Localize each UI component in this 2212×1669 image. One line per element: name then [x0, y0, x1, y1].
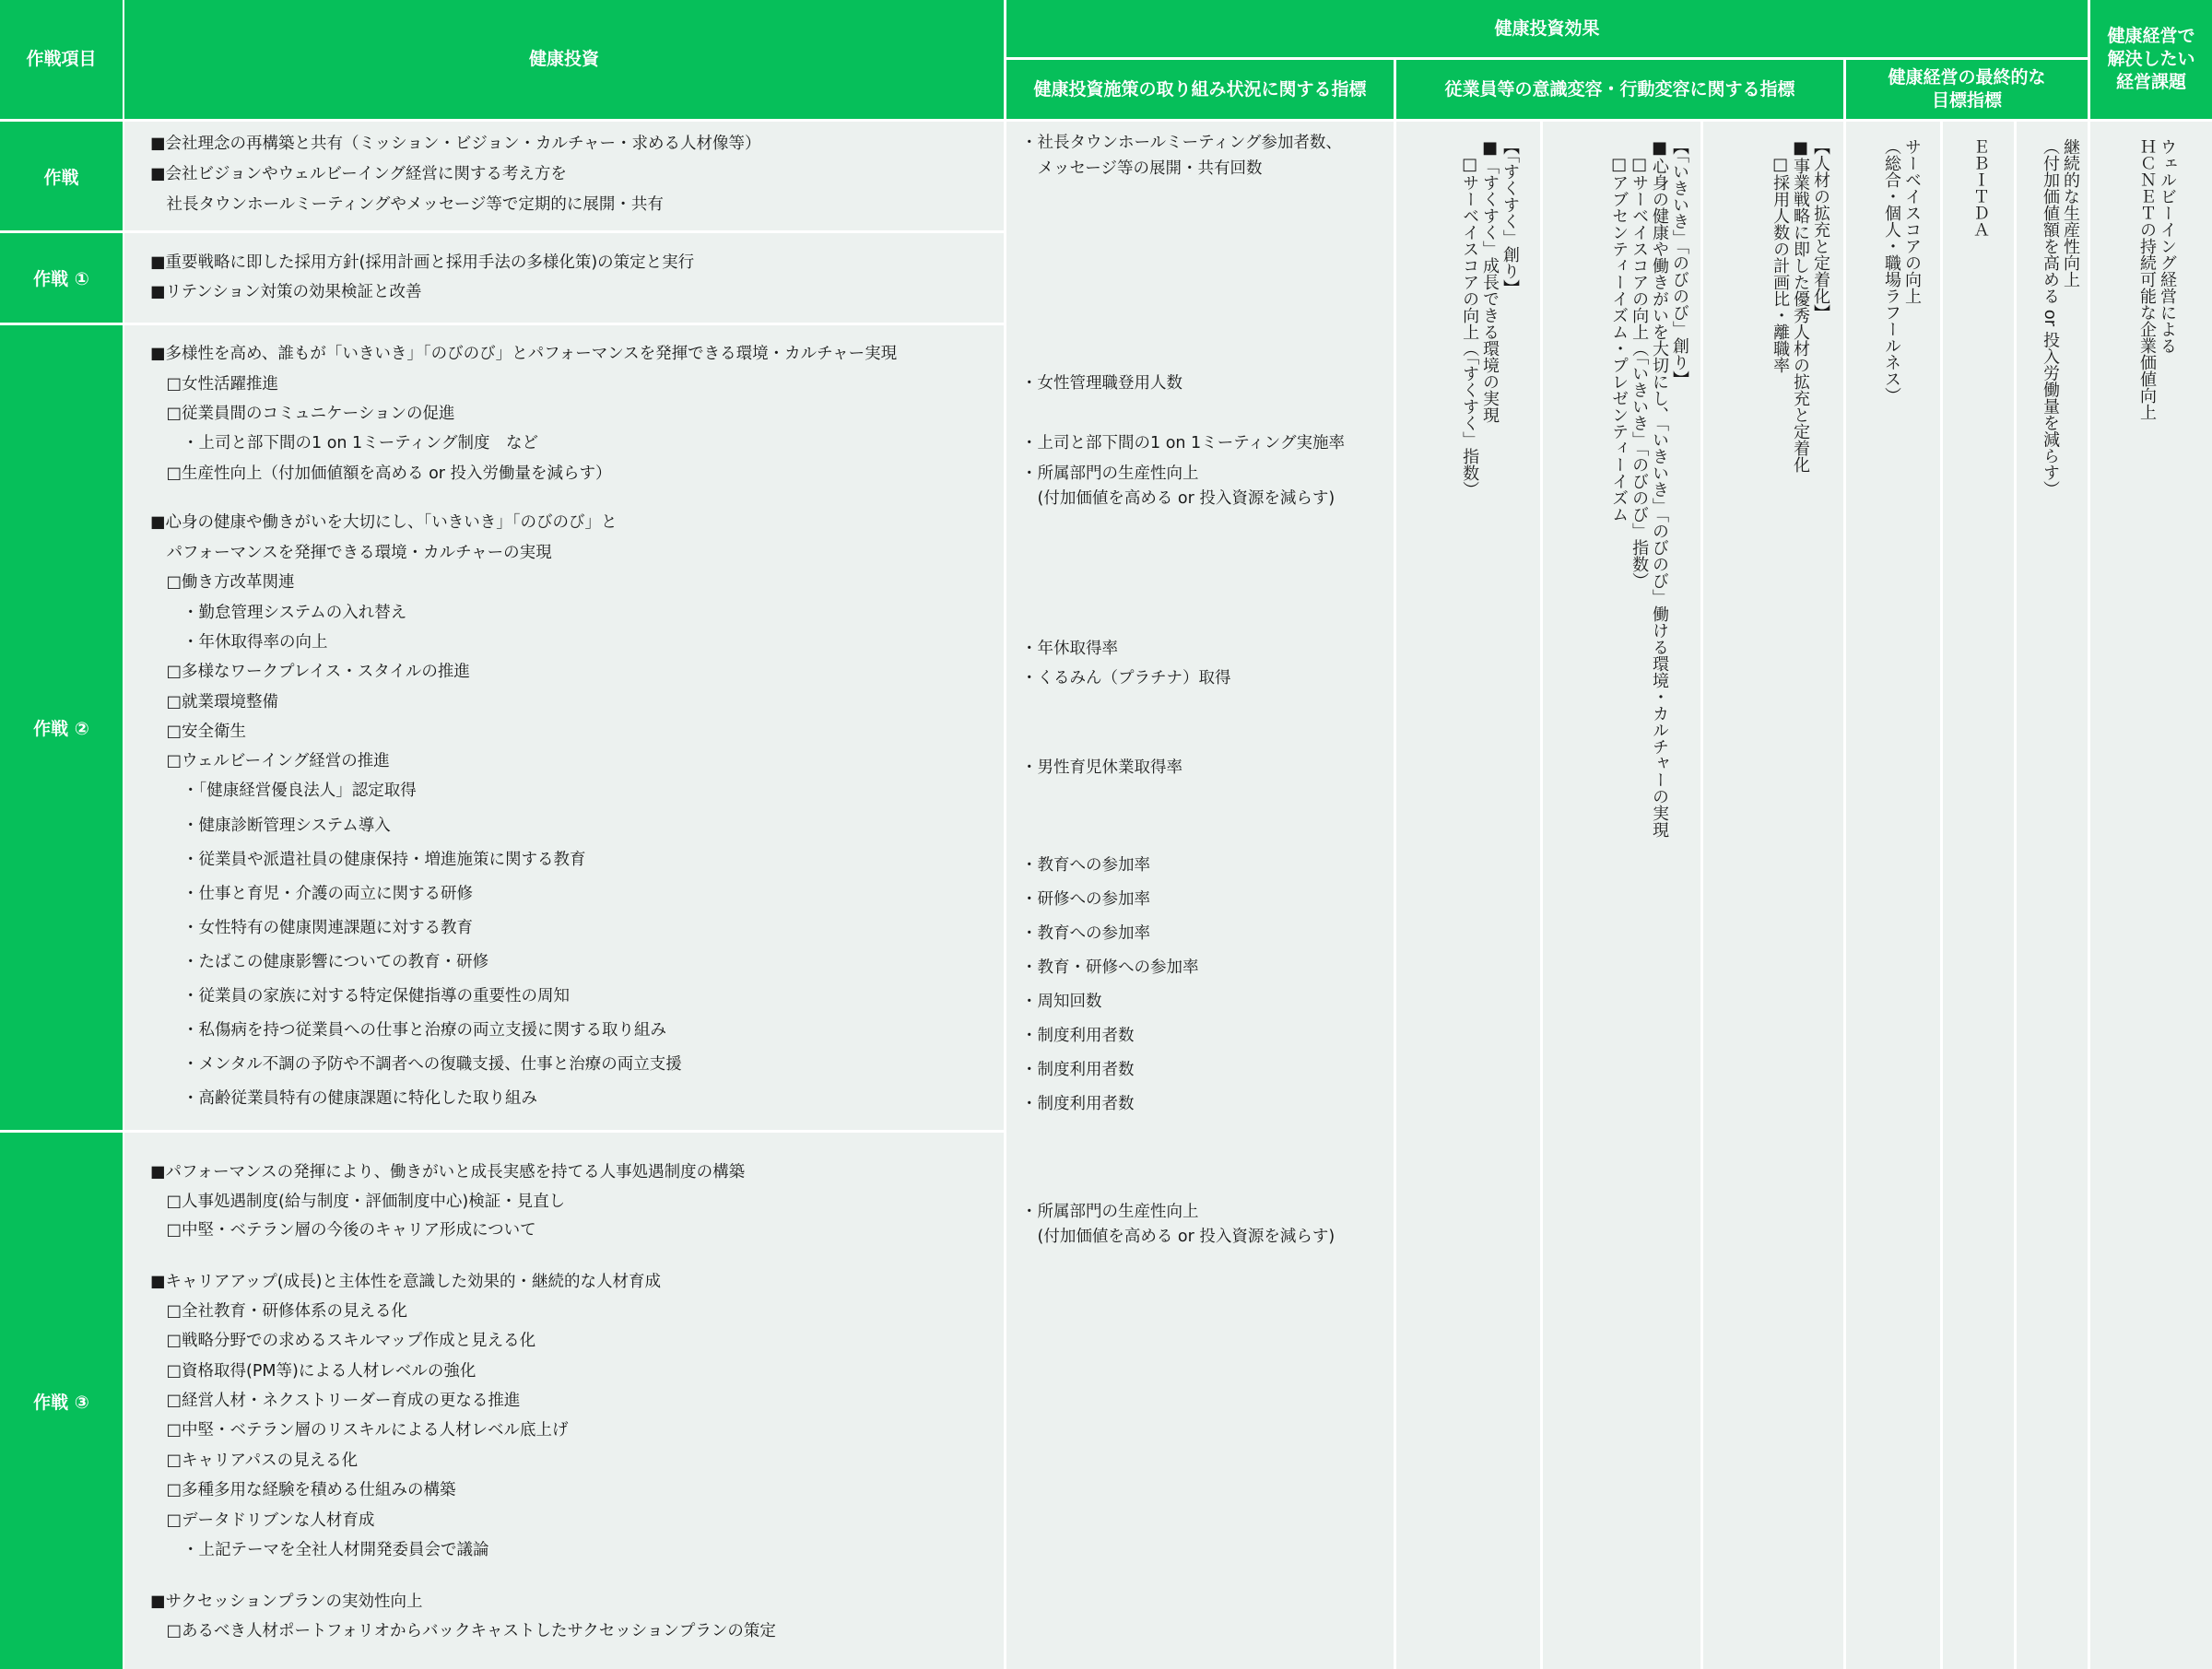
final-column-survey	[1846, 122, 1940, 1669]
indicator-item: ・所属部門の生産性向上	[1021, 464, 1199, 483]
header-initiative-indicators: 健康投資施策の取り組み状況に関する指標	[1006, 60, 1394, 119]
header-investment-effect: 健康投資効果	[1006, 0, 2088, 57]
awareness-text: 【「いきいき」「のびのび」創り】 ■心身の健康や働きがいを大切にし、「いきいき」「のびのび」働ける環境・カルチャーの実現 □サーベイスコアの向上（「いきいき」「のびのび」指数） □アブセンティーイズム・プレゼンティーイズム	[1609, 138, 1689, 838]
investment-item: ・私傷病を持つ従業員への仕事と治療の両立支援に関する取り組み	[150, 1021, 666, 1040]
awareness-column-sukusuku	[1396, 122, 1540, 1669]
indicator-item: ・制度利用者数	[1021, 1027, 1135, 1045]
investment-item: □キャリアパスの見える化	[150, 1452, 359, 1470]
header-awareness-indicators: 従業員等の意識変容・行動変容に関する指標	[1396, 60, 1843, 119]
investment-item: ・年休取得率の向上	[150, 633, 328, 652]
investment-item: □多種多用な経験を積める仕組みの構築	[150, 1481, 456, 1499]
investment-item: ■パフォーマンスの発揮により、働きがいと成長実感を持てる人事処遇制度の構築	[150, 1163, 746, 1181]
awareness-column-talent	[1703, 122, 1843, 1669]
investment-item: ・「健康経営優良法人」認定取得	[150, 782, 417, 800]
indicator-item: ・教育・研修への参加率	[1021, 958, 1199, 977]
investment-item: ■会社理念の再構築と共有（ミッション・ビジョン・カルチャー・求める人材像等）	[150, 135, 761, 153]
investment-cell-strategy-2	[124, 325, 1004, 1130]
investment-item: ■多様性を高め、誰もが「いきいき」「のびのび」とパフォーマンスを発揮できる環境・カルチャー実現	[150, 345, 898, 363]
investment-item: □データドリブンな人材育成	[150, 1511, 375, 1530]
awareness-text: 【人材の拡充と定着化】 ■事業戦略に即した優秀人材の拡充と定着化 □採用人数の計画比・離職率	[1771, 138, 1830, 473]
indicator-item: (付加価値を高める or 投入資源を減らす)	[1021, 1228, 1335, 1246]
header-issue-line: 健康経営で	[2107, 26, 2195, 47]
investment-item: ・上司と部下間の1 on 1ミーティング制度 など	[150, 434, 538, 453]
header-final-indicators	[1846, 60, 2088, 119]
final-column-ebitda	[1943, 122, 2014, 1669]
row-label-strategy-3: 作戦 ③	[0, 1133, 123, 1669]
header-final-line: 目標指標	[1931, 90, 2002, 111]
management-issue-column	[2090, 122, 2212, 1669]
investment-item: □資格取得(PM等)による人材レベルの強化	[150, 1362, 477, 1381]
indicator-item: ・制度利用者数	[1021, 1095, 1135, 1113]
investment-item: □多様なワークプレイス・スタイルの推進	[150, 663, 470, 681]
issue-text: ウェルビーイング経営による ＨＣＮＥＴの持続可能な企業価値向上	[2137, 138, 2177, 420]
final-text: 継続的な生産性向上 （付加価値額を高める or 投入労働量を減らす）	[2041, 138, 2080, 498]
indicator-item: ・男性育児休業取得率	[1021, 758, 1182, 777]
investment-item: □生産性向上（付加価値額を高める or 投入労働量を減らす）	[150, 464, 612, 483]
investment-item: ・勤怠管理システムの入れ替え	[150, 604, 407, 622]
investment-item: □女性活躍推進	[150, 375, 279, 394]
indicator-item: ・教育への参加率	[1021, 924, 1150, 943]
investment-cell-strategy	[124, 122, 1004, 230]
investment-item: ・従業員の家族に対する特定保健指導の重要性の周知	[150, 987, 570, 1005]
investment-item: □人事処遇制度(給与制度・評価制度中心)検証・見直し	[150, 1193, 566, 1211]
investment-item: ・従業員や派遣社員の健康保持・増進施策に関する教育	[150, 851, 586, 869]
investment-item: パフォーマンスを発揮できる環境・カルチャーの実現	[150, 544, 552, 562]
initiative-indicators-column	[1006, 122, 1394, 1669]
investment-cell-strategy-1	[124, 233, 1004, 323]
investment-item: ■心身の健康や働きがいを大切にし、「いきいき」「のびのび」と	[150, 513, 618, 532]
indicator-item: ・教育への参加率	[1021, 856, 1150, 875]
investment-item: □戦略分野での求めるスキルマップ作成と見える化	[150, 1332, 536, 1350]
indicator-item: メッセージ等の展開・共有回数	[1021, 159, 1263, 178]
indicator-item: ・上司と部下間の1 on 1ミーティング実施率	[1021, 434, 1345, 453]
investment-item: ■リテンション対策の効果検証と改善	[150, 283, 422, 301]
investment-item: 社長タウンホールミーティングやメッセージ等で定期的に展開・共有	[150, 195, 664, 214]
investment-item: ・上記テーマを全社人材開発委員会で議論	[150, 1541, 489, 1559]
final-column-productivity	[2017, 122, 2088, 1669]
investment-item: ■サクセッションプランの実効性向上	[150, 1593, 423, 1611]
row-label-strategy-2: 作戦 ②	[0, 325, 123, 1130]
investment-item: □中堅・ベテラン層の今後のキャリア形成について	[150, 1221, 536, 1240]
investment-item: ・高齢従業員特有の健康課題に特化した取り組み	[150, 1089, 537, 1108]
indicator-item: ・周知回数	[1021, 993, 1102, 1011]
investment-item: □中堅・ベテラン層のリスキルによる人材レベル底上げ	[150, 1421, 569, 1440]
investment-item: □従業員間のコミュニケーションの促進	[150, 405, 455, 423]
row-label-strategy: 作戦	[0, 122, 123, 230]
header-health-investment: 健康投資	[124, 0, 1004, 119]
final-text: サーベイスコアの向上 （総合・個人・職場ラフールネス）	[1882, 138, 1922, 404]
investment-item: □就業環境整備	[150, 693, 279, 711]
investment-item: ・健康診断管理システム導入	[150, 817, 391, 835]
indicator-item: ・年休取得率	[1021, 640, 1118, 658]
investment-item: ・仕事と育児・介護の両立に関する研修	[150, 885, 473, 903]
header-management-issue	[2090, 0, 2212, 119]
indicator-item: (付加価値を高める or 投入資源を減らす)	[1021, 489, 1335, 508]
investment-item: □全社教育・研修体系の見える化	[150, 1302, 408, 1321]
indicator-item: ・女性管理職登用人数	[1021, 374, 1182, 393]
indicator-item: ・制度利用者数	[1021, 1061, 1135, 1079]
investment-item: ・メンタル不調の予防や不調者への復職支援、仕事と治療の両立支援	[150, 1055, 682, 1074]
investment-item: ・女性特有の健康関連課題に対する教育	[150, 919, 473, 937]
indicator-item: ・社長タウンホールミーティング参加者数、	[1021, 134, 1342, 152]
investment-item: ■重要戦略に即した採用方針(採用計画と採用手法の多様化策)の策定と実行	[150, 253, 695, 272]
header-issue-line: 解決したい	[2107, 49, 2195, 70]
investment-item: ■会社ビジョンやウェルビーイング経営に関する考え方を	[150, 165, 567, 183]
investment-item: □経営人材・ネクストリーダー育成の更なる推進	[150, 1392, 521, 1410]
indicator-item: ・くるみん（プラチナ）取得	[1021, 669, 1231, 688]
investment-cell-strategy-3	[124, 1133, 1004, 1669]
indicator-item: ・研修への参加率	[1021, 890, 1150, 909]
investment-item: □あるべき人材ポートフォリオからバックキャストしたサクセッションプランの策定	[150, 1622, 776, 1640]
header-issue-line: 経営課題	[2115, 71, 2186, 92]
investment-item: □安全衛生	[150, 723, 247, 741]
indicator-item: ・所属部門の生産性向上	[1021, 1203, 1199, 1221]
investment-item: ■キャリアアップ(成長)と主体性を意識した効果的・継続的な人材育成	[150, 1273, 661, 1291]
investment-item: ・たばこの健康影響についての教育・研修	[150, 953, 489, 971]
investment-item: □働き方改革関連	[150, 573, 295, 592]
final-text: ＥＢＩＴＤＡ	[1971, 138, 1990, 238]
row-label-strategy-1: 作戦 ①	[0, 233, 123, 323]
awareness-column-ikiiki	[1543, 122, 1700, 1669]
awareness-text: 【「すくすく」創り】 ■「すくすく」成長できる環境の実現 □サーベイスコアの向上（「すくすく」指数）	[1460, 138, 1520, 498]
header-strategy-item: 作戦項目	[0, 0, 123, 119]
investment-item: □ウェルビーイング経営の推進	[150, 752, 390, 770]
header-final-line: 健康経営の最終的な	[1888, 67, 2046, 88]
